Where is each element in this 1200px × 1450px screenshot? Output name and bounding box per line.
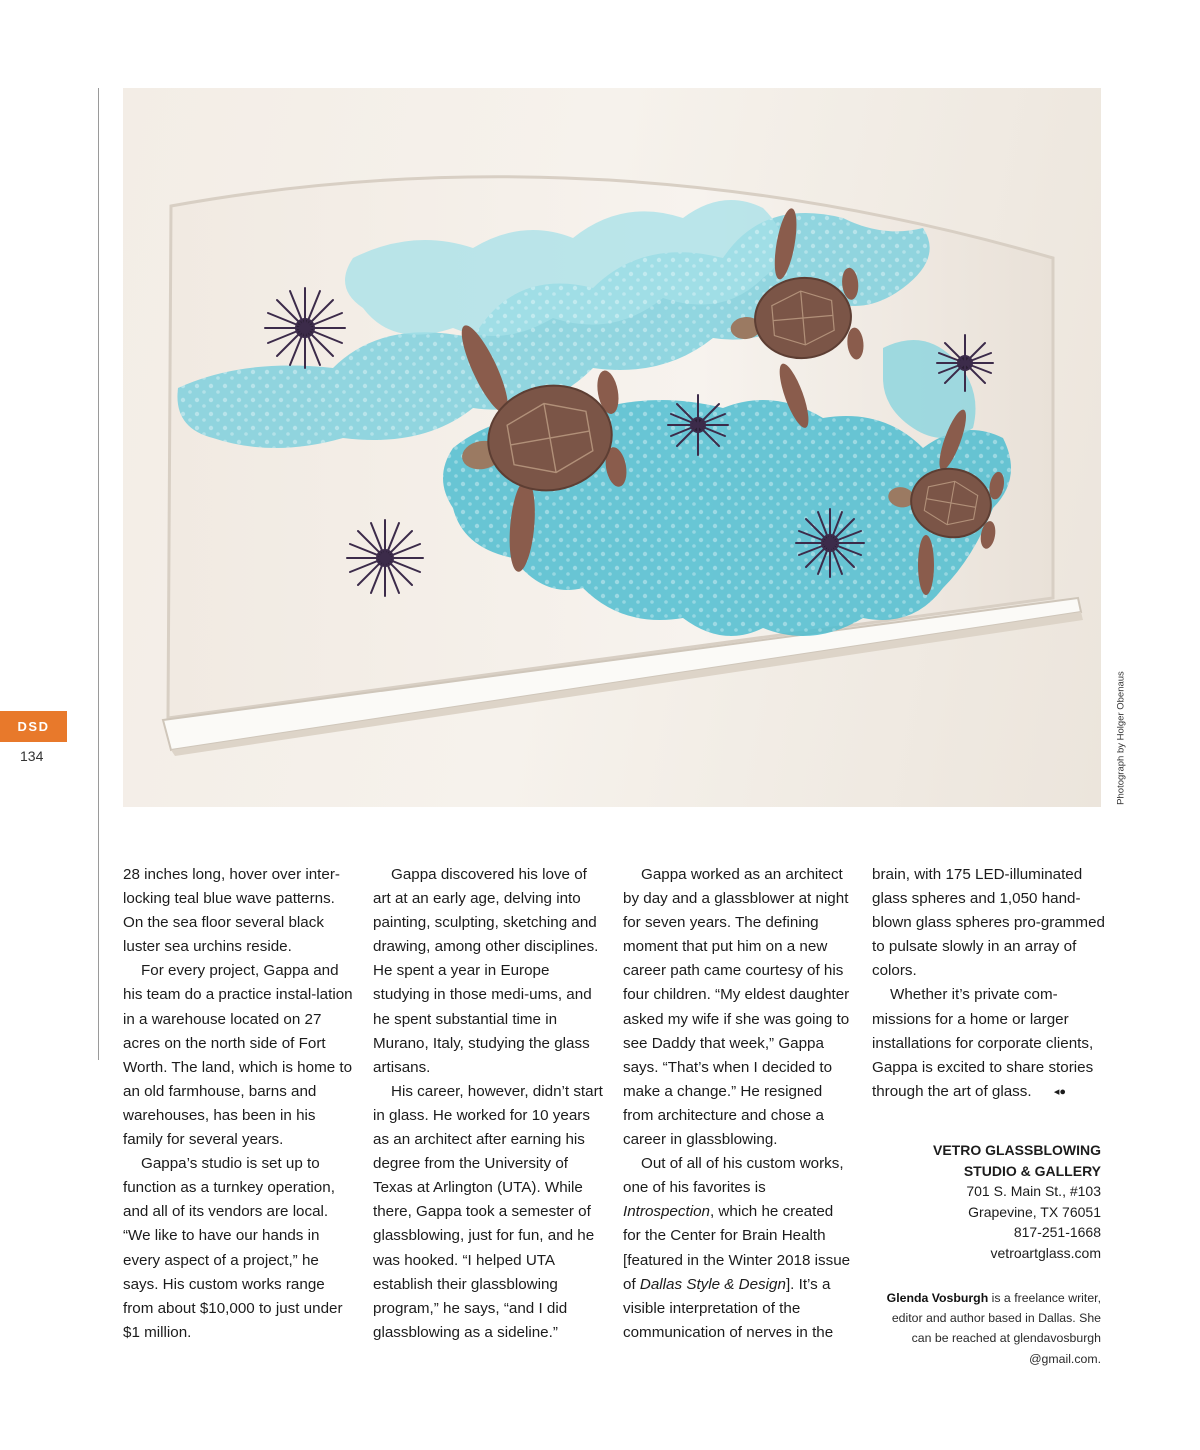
author-bio: Glenda Vosburgh is a freelance writer, editor and author based in Dallas. She can be reached at glendavosburgh @gmail.com.: [886, 1291, 1101, 1366]
studio-city: Grapevine, TX 76051: [968, 1203, 1101, 1220]
paragraph: 28 inches long, hover over inter-locking teal blue wave patterns. On the sea floor several black luster sea urchins reside.: [123, 866, 340, 956]
artwork-title: Introspection: [623, 1203, 710, 1221]
page-number: 134: [20, 748, 44, 764]
paragraph: Whether it’s private com-missions for a home or larger installations for corporate clients, Gappa is excited to share stories through the art of glass. ◂●: [872, 983, 1108, 1104]
paragraph: His career, however, didn’t start in glass. He worked for 10 years as an architect after earning his degree from the University of Texas at Arlington (UTA). While there, Gappa took a semester of glassblowing, just for fun, and he was hooked. “I helped UTA establish their glassblowing program,” he says, “and I did glassblowing as a sideline.”: [373, 1082, 603, 1341]
studio-info: [880, 1140, 1101, 1264]
page-rule: [98, 88, 99, 1060]
article-column-1: [123, 863, 355, 1345]
paragraph: brain, with 175 LED-illuminated glass spheres and 1,050 hand-blown glass spheres pro-grammed to pulsate slowly in an array of colors.: [872, 866, 1105, 980]
paragraph: Gappa discovered his love of art at an early age, delving into painting, sculpting, sketching and drawing, among other disciplines. He spent a year in Europe studying in those medi-ums, and he spent substantial time in Murano, Italy, studying the glass artisans.: [373, 866, 599, 1076]
photo-credit: Photograph by Holger Obenaus: [1115, 671, 1127, 805]
end-mark-icon: ◂●: [1053, 1085, 1066, 1098]
paragraph: Gappa worked as an architect by day and a glassblower at night for seven years. The defining moment that put him on a new career path came courtesy of his four children. “My eldest daughter asked my wife if she was going to see Daddy that week,” Gappa says. “That’s when I decided to make a change.” He resigned from architecture and chose a career in glassblowing.: [623, 866, 850, 1149]
article-column-4: [872, 863, 1108, 1104]
article-column-3: [623, 863, 855, 1345]
paragraph: For every project, Gappa and his team do a practice instal-lation in a warehouse located on 27 acres on the north side of Fort Worth. The land, which is home to an old farmhouse, barns and warehouses, has been in his family for several years.: [123, 962, 353, 1149]
studio-phone: 817-251-1668: [1013, 1224, 1101, 1241]
author-name: Glenda Vosburgh: [886, 1291, 989, 1305]
section-tab: DSD: [0, 711, 67, 742]
artwork-photo: [123, 88, 1101, 807]
paragraph: Gappa’s studio is set up to function as a turnkey operation, and all of its vendors are local. “We like to have our hands in every aspect of a project,” he says. His custom works range from about $10,000 to just under $1 million.: [123, 1155, 343, 1341]
studio-name: VETRO GLASSBLOWING: [933, 1142, 1101, 1158]
article-column-2: [373, 863, 605, 1345]
studio-website: vetroartglass.com: [990, 1244, 1101, 1261]
paragraph: Out of all of his custom works, one of his favorites is Introspection, which he created for the Center for Brain Health [featured in the Winter 2018 issue of Dallas Style & Design]. It’s a visible interpretation of the communication of nerves in the: [623, 1155, 851, 1341]
publication-title: Dallas Style & Design: [639, 1275, 786, 1293]
glass-art-illustration: [123, 88, 1101, 807]
studio-address: 701 S. Main St., #103: [966, 1183, 1101, 1200]
studio-name: STUDIO & GALLERY: [963, 1162, 1101, 1179]
